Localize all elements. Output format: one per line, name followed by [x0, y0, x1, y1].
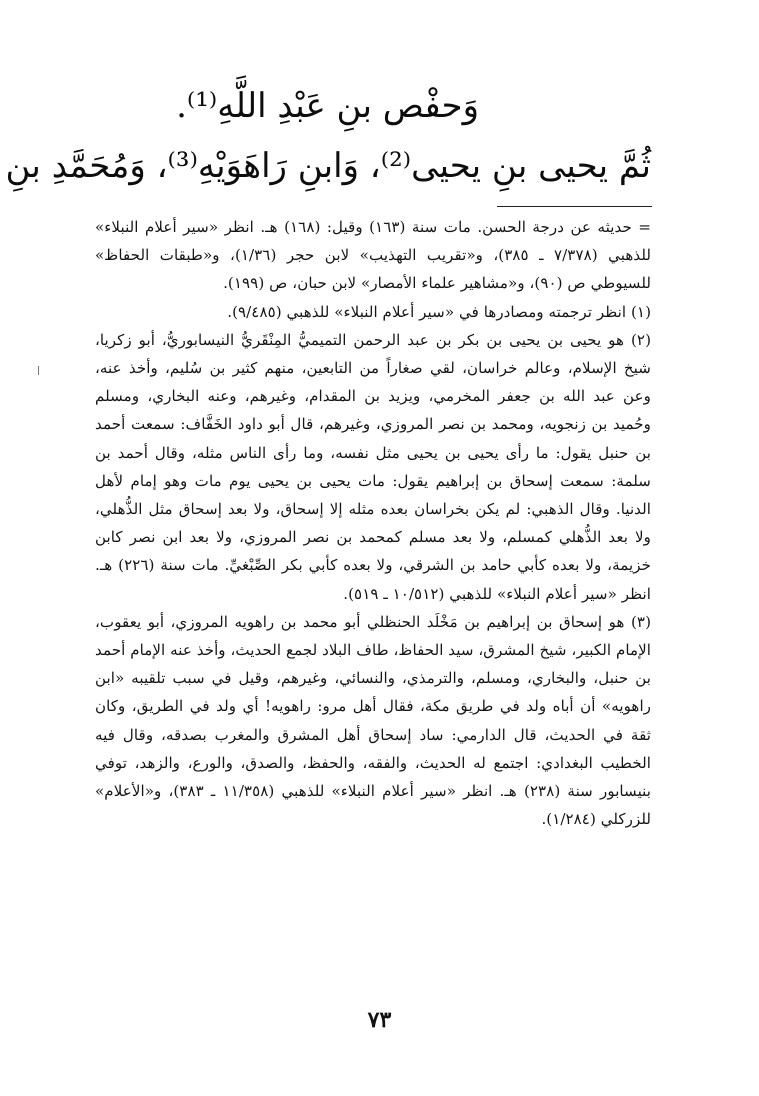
page-number: ٧٣	[367, 1007, 392, 1033]
footnote-2: (٢) هو يحيى بن يحيى بن بكر بن عبد الرحمن التميميُّ المِنْقَريُّ النيسابوريُّ، أبو زكريا، شيخ الإسلام، وعالم خراسان، لقي صغاراً من التابعين، منهم كثير بن سُليم، وأخذ عنه، وعن عبد الله بن جعفر المخرمي، ويزيد بن المقدام، وغيرهم، وعنه البخاري، ومسلم وحُميد بن زنجويه، ومحمد بن نصر المروزي، وغيرهم، قال أبو داود الخَفَّاف: سمعت أحمد بن حنبل يقول: ما رأى يحيى بن يحيى مثل نفسه، وما رأى الناس مثله، وقال أحمد بن سلمة: سمعت إسحاق بن إبراهيم يقول: مات يحيى بن يحيى يوم مات وهو إمام لأهل الدنيا. وقال الذهبي: لم يكن بخراسان بعده مثله إلا إسحاق، ولا بعد إسحاق مثل الذُّهلي، ولا بعد الذُّهلي كمسلم، ولا بعد مسلم كمحمد بن نصر المروزي، ولا بعد ابن نصر كابن خزيمة، ولا بعده كأبي حامد بن الشرقي، ولا بعده كأبي بكر الصِّبْغيِّ. مات سنة (٢٢٦) هـ. انظر «سير أعلام النبلاء» للذهبي (١٠/٥١٢ ـ ٥١٩).	[95, 330, 651, 603]
footnote-continuation: = حديثه عن درجة الحسن. مات سنة (١٦٣) وقيل: (١٦٨) هـ. انظر «سير أعلام النبلاء» للذهبي (٧/٣٧٨ ـ ٣٨٥)، و«تقريب التهذيب» لابن حجر (١/٣٦)، و«طبقات الحفاظ» للسيوطي ص (٩٠)، و«مشاهير علماء الأمصار» لابن حبان، ص (١٩٩).	[95, 218, 652, 293]
verse-line-1: وَحفْص بنِ عَبْدِ اللَّهِ⁽¹⁾.	[176, 86, 479, 126]
footnote-separator	[497, 206, 652, 207]
scan-mark	[38, 366, 39, 375]
footnote-1: (١) انظر ترجمته ومصادرها في «سير أعلام النبلاء» للذهبي (٩/٤٨٥).	[227, 302, 651, 321]
verse-line-2: ثُمَّ يحيى بنِ يحيى⁽²⁾، وَابنِ رَاهَوَيْهِ⁽³⁾، وَمُحَمَّدِ بنِ	[5, 146, 651, 186]
footnotes	[95, 213, 651, 833]
footnote-3: (٣) هو إسحاق بن إبراهيم بن مَخْلَد الحنظلي أبو محمد بن راهويه المروزي، أبو يعقوب، الإمام الكبير، شيخ المشرق، سيد الحفاظ، طاف البلاد لجمع الحديث، وأخذ عنه الإمام أحمد بن حنبل، والبخاري، ومسلم، والترمذي، والنسائي، وغيرهم، وقيل في سبب تلقيبه «ابن راهويه» أن أباه ولد في طريق مكة، فقال أهل مرو: راهويه! أي ولد في الطريق، وكان ثقة في الحديث، قال الدارمي: ساد إسحاق أهل المشرق والمغرب بصدقه، وقال فيه الخطيب البغدادي: اجتمع له الحديث، والفقه، والحفظ، والصدق، والورع، والزهد، توفي بنيسابور سنة (٢٣٨) هـ. انظر «سير أعلام النبلاء» للذهبي (١١/٣٥٨ ـ ٣٨٣)، و«الأعلام» للزركلي (١/٢٨٤).	[95, 612, 651, 829]
